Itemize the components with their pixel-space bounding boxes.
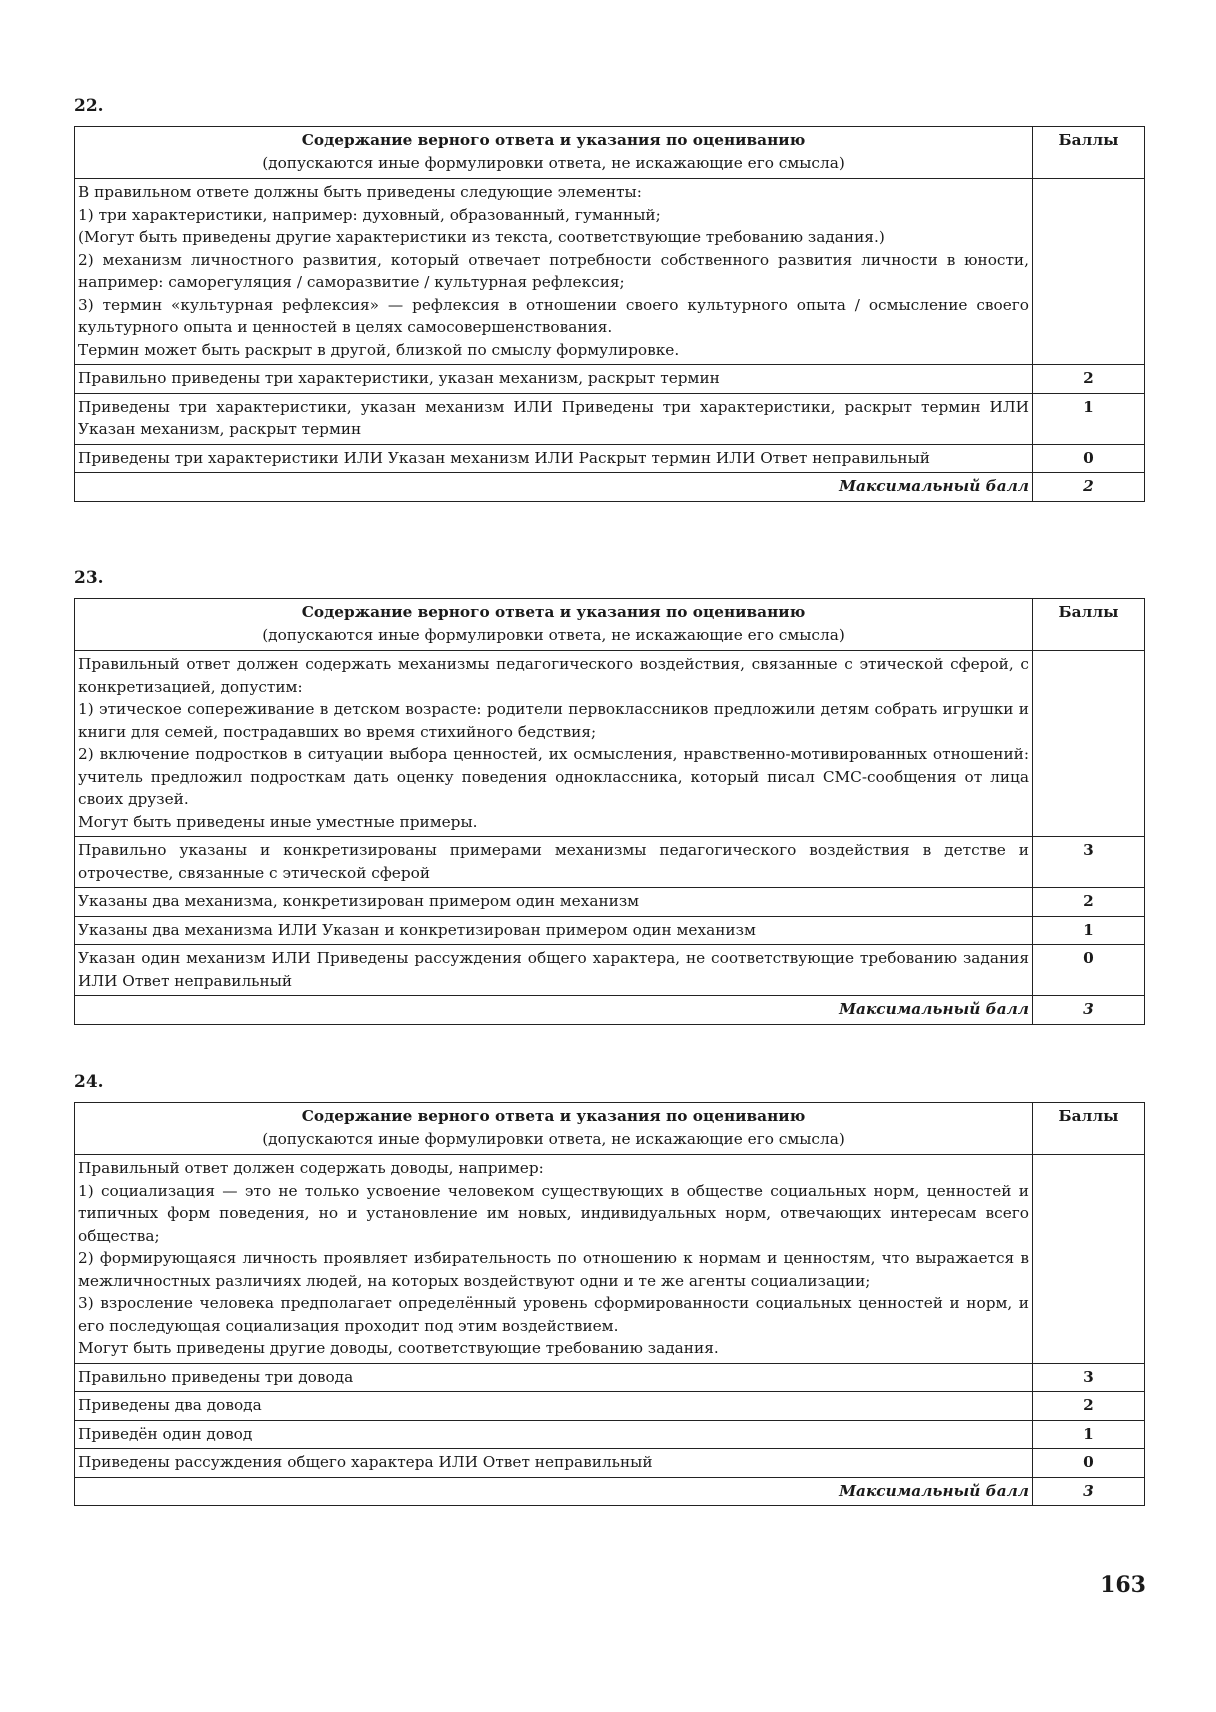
- max-row: [75, 473, 1145, 502]
- criterion-text: Указаны два механизма, конкретизирован примером один механизм: [75, 888, 1033, 917]
- criterion-row: [75, 1392, 1145, 1421]
- answer-content: [75, 1155, 1033, 1364]
- answer-line: Могут быть приведены другие доводы, соответствующие требованию задания.: [78, 1339, 719, 1357]
- points-header: Баллы: [1033, 599, 1145, 651]
- criterion-points: 0: [1033, 1449, 1145, 1478]
- header-row: [75, 1103, 1145, 1155]
- answer-content: [75, 651, 1033, 837]
- task-number: 23.: [74, 568, 104, 588]
- answer-line: 3) взросление человека предполагает определённый уровень сформированности социальных ценностей и норм, и его последующая социализация проходит под этим воздействием.: [78, 1294, 1029, 1335]
- criterion-row: [75, 888, 1145, 917]
- answer-row: [75, 1155, 1145, 1364]
- header-row: [75, 127, 1145, 179]
- criterion-text: Указан один механизм ИЛИ Приведены рассуждения общего характера, не соответствующие требованию задания ИЛИ Ответ неправильный: [75, 945, 1033, 996]
- criterion-row: [75, 1363, 1145, 1392]
- answer-row: [75, 179, 1145, 365]
- rubric-table: [74, 1102, 1145, 1506]
- criterion-points: 2: [1033, 365, 1145, 394]
- task-number: 24.: [74, 1072, 104, 1092]
- criterion-points: 2: [1033, 1392, 1145, 1421]
- answer-line: Правильный ответ должен содержать доводы, например:: [78, 1159, 544, 1177]
- criterion-points: 1: [1033, 916, 1145, 945]
- points-header: Баллы: [1033, 1103, 1145, 1155]
- answer-content: [75, 179, 1033, 365]
- task-22: [74, 96, 1144, 502]
- criterion-points: 3: [1033, 837, 1145, 888]
- criterion-text: Приведены два довода: [75, 1392, 1033, 1421]
- answer-line: 1) три характеристики, например: духовный, образованный, гуманный;: [78, 205, 661, 224]
- answer-line: 2) включение подростков в ситуации выбора ценностей, их осмысления, нравственно-мотивированных отношений: учитель предложил подросткам дать оценку поведения одноклассника, который писал СМС-сообщения от лица своих друзей.: [78, 745, 1029, 808]
- answer-line: Термин может быть раскрыт в другой, близкой по смыслу формулировке.: [78, 340, 680, 359]
- max-label: Максимальный балл: [75, 1477, 1033, 1506]
- answer-line: 1) социализация — это не только усвоение человеком существующих в обществе социальных норм, ценностей и типичных форм поведения, но и установление им новых, индивидуальных норм, отвечающих интересам всего общества;: [78, 1181, 1029, 1245]
- content-header: [75, 127, 1033, 179]
- max-row: [75, 996, 1145, 1025]
- criterion-row: [75, 1449, 1145, 1478]
- criterion-text: Приведены рассуждения общего характера ИЛИ Ответ неправильный: [75, 1449, 1033, 1478]
- content-header-subtitle: (допускаются иные формулировки ответа, не искажающие его смысла): [262, 1130, 845, 1148]
- criterion-row: [75, 444, 1145, 473]
- task-24: [74, 1072, 1144, 1506]
- content-header-title: Содержание верного ответа и указания по оцениванию: [301, 1107, 806, 1125]
- criterion-text: Приведены три характеристики, указан механизм ИЛИ Приведены три характеристики, раскрыт термин ИЛИ Указан механизм, раскрыт термин: [75, 393, 1033, 444]
- max-points: 3: [1033, 996, 1145, 1025]
- criterion-text: Правильно приведены три довода: [75, 1363, 1033, 1392]
- criterion-row: [75, 1420, 1145, 1449]
- answer-row: [75, 651, 1145, 837]
- max-row: [75, 1477, 1145, 1506]
- max-points: 3: [1033, 1477, 1145, 1506]
- answer-points-empty: [1033, 651, 1145, 837]
- rubric-table: [74, 126, 1145, 502]
- criterion-row: [75, 393, 1145, 444]
- answer-line: 2) механизм личностного развития, который отвечает потребности собственного развития личности в юности, например: саморегуляция / саморазвитие / культурная рефлексия;: [78, 250, 1029, 291]
- criterion-points: 3: [1033, 1363, 1145, 1392]
- content-header-subtitle: (допускаются иные формулировки ответа, не искажающие его смысла): [262, 154, 845, 172]
- criterion-points: 1: [1033, 1420, 1145, 1449]
- criterion-text: Правильно указаны и конкретизированы примерами механизмы педагогического воздействия в детстве и отрочестве, связанные с этической сферой: [75, 837, 1033, 888]
- answer-line: 3) термин «культурная рефлексия» — рефлексия в отношении своего культурного опыта / осмысление своего культурного опыта и ценностей в целях самосовершенствования.: [78, 295, 1029, 336]
- answer-line: Могут быть приведены иные уместные примеры.: [78, 812, 478, 831]
- max-points: 2: [1033, 473, 1145, 502]
- criterion-text: Приведён один довод: [75, 1420, 1033, 1449]
- criterion-points: 2: [1033, 888, 1145, 917]
- criterion-text: Правильно приведены три характеристики, указан механизм, раскрыт термин: [75, 365, 1033, 394]
- answer-line: В правильном ответе должны быть приведены следующие элементы:: [78, 183, 642, 201]
- criterion-points: 1: [1033, 393, 1145, 444]
- header-row: [75, 599, 1145, 651]
- answer-points-empty: [1033, 179, 1145, 365]
- criterion-row: [75, 916, 1145, 945]
- criterion-text: Приведены три характеристики ИЛИ Указан механизм ИЛИ Раскрыт термин ИЛИ Ответ неправильный: [75, 444, 1033, 473]
- max-label: Максимальный балл: [75, 996, 1033, 1025]
- answer-line: 2) формирующаяся личность проявляет избирательность по отношению к нормам и ценностям, что выражается в межличностных различиях людей, на которых воздействуют одни и те же агенты социализации;: [78, 1249, 1029, 1290]
- task-23: [74, 568, 1144, 1025]
- content-header: [75, 599, 1033, 651]
- task-number: 22.: [74, 96, 104, 116]
- content-header-subtitle: (допускаются иные формулировки ответа, не искажающие его смысла): [262, 626, 845, 644]
- criterion-points: 0: [1033, 945, 1145, 996]
- answer-line: 1) этическое сопереживание в детском возрасте: родители первоклассников предложили детям собрать игрушки и книги для семей, пострадавших во время стихийного бедствия;: [78, 700, 1029, 741]
- page-number: 163: [1100, 1572, 1146, 1598]
- content-header-title: Содержание верного ответа и указания по оцениванию: [301, 131, 806, 149]
- criterion-row: [75, 945, 1145, 996]
- answer-line: Правильный ответ должен содержать механизмы педагогического воздействия, связанные с этической сферой, с конкретизацией, допустим:: [78, 655, 1029, 696]
- max-label: Максимальный балл: [75, 473, 1033, 502]
- criterion-points: 0: [1033, 444, 1145, 473]
- answer-line: (Могут быть приведены другие характеристики из текста, соответствующие требованию задания.): [78, 228, 885, 246]
- criterion-row: [75, 837, 1145, 888]
- points-header: Баллы: [1033, 127, 1145, 179]
- criterion-row: [75, 365, 1145, 394]
- answer-points-empty: [1033, 1155, 1145, 1364]
- content-header-title: Содержание верного ответа и указания по оцениванию: [301, 603, 806, 621]
- rubric-table: [74, 598, 1145, 1025]
- criterion-text: Указаны два механизма ИЛИ Указан и конкретизирован примером один механизм: [75, 916, 1033, 945]
- content-header: [75, 1103, 1033, 1155]
